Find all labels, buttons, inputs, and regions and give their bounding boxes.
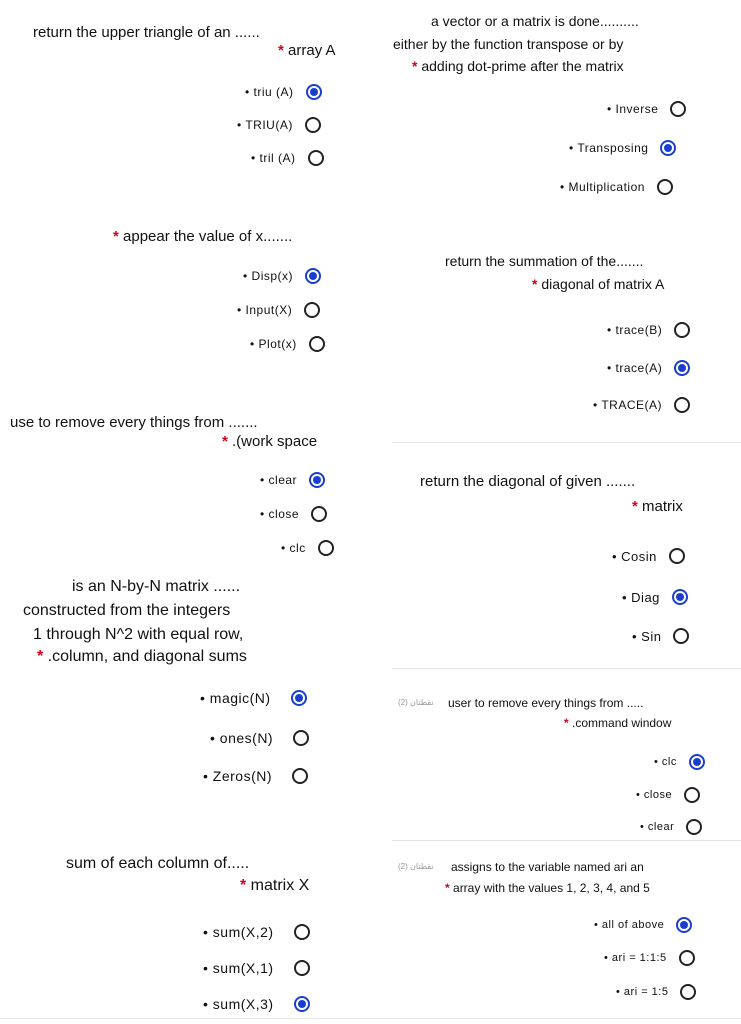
option-label: • sum(X,2) <box>203 924 274 940</box>
option-ari-1-1-5[interactable] <box>604 950 695 966</box>
radio-unselected[interactable] <box>657 179 673 195</box>
question-text-line: 1 through N^2 with equal row, <box>33 626 244 643</box>
radio-unselected[interactable] <box>670 101 686 117</box>
question-text-line: constructed from the integers <box>23 602 231 619</box>
option-label: • Diag <box>622 589 660 605</box>
radio-selected[interactable] <box>294 996 310 1012</box>
option-sum-x-2[interactable] <box>203 924 310 940</box>
divider <box>392 840 741 841</box>
radio-unselected[interactable] <box>673 628 689 644</box>
radio-selected[interactable] <box>660 140 676 156</box>
option-label: • Disp(x) <box>243 269 294 283</box>
required-asterisk: * <box>532 276 542 292</box>
option-multiplication[interactable] <box>560 179 673 195</box>
radio-selected[interactable] <box>309 472 325 488</box>
question-text-line: either by the function transpose or by <box>393 36 624 52</box>
option-label: • Cosin <box>612 548 657 564</box>
required-asterisk: * <box>412 58 422 74</box>
option-all-of-above[interactable] <box>594 917 692 933</box>
question-text-line: * adding dot-prime after the matrix <box>412 58 624 74</box>
radio-selected[interactable] <box>676 917 692 933</box>
required-asterisk: * <box>278 42 289 59</box>
option-clear[interactable] <box>640 819 702 835</box>
option-ari-1-5[interactable] <box>616 984 696 1000</box>
required-asterisk: * <box>564 716 573 730</box>
question-text-line: * array A <box>278 42 336 59</box>
option-cosin[interactable] <box>612 548 685 564</box>
radio-unselected[interactable] <box>686 819 702 835</box>
option-plot[interactable] <box>250 336 325 352</box>
option-inverse[interactable] <box>607 101 686 117</box>
option-ones[interactable] <box>210 730 309 746</box>
question-text: user to remove every things from ..... <box>448 696 644 710</box>
option-clc[interactable] <box>281 540 334 556</box>
option-label: • Input(X) <box>237 303 293 317</box>
radio-selected[interactable] <box>689 754 705 770</box>
required-asterisk: * <box>632 498 643 515</box>
divider <box>0 1018 741 1019</box>
radio-unselected[interactable] <box>669 548 685 564</box>
option-magic[interactable] <box>200 690 307 706</box>
option-transposing[interactable] <box>569 140 676 156</box>
radio-selected[interactable] <box>291 690 307 706</box>
option-sin[interactable] <box>632 628 689 644</box>
question-text: * appear the value of x....... <box>113 228 293 245</box>
question-text: sum of each column of..... <box>66 855 250 872</box>
radio-selected[interactable] <box>306 84 322 100</box>
option-label: • Plot(x) <box>250 337 297 351</box>
option-input[interactable] <box>237 302 320 318</box>
radio-unselected[interactable] <box>318 540 334 556</box>
radio-selected[interactable] <box>305 268 321 284</box>
radio-selected[interactable] <box>672 589 688 605</box>
option-label: • tril (A) <box>251 151 296 165</box>
radio-unselected[interactable] <box>309 336 325 352</box>
option-label: • Zeros(N) <box>203 768 273 784</box>
option-label: • ones(N) <box>210 730 274 746</box>
radio-unselected[interactable] <box>680 984 696 1000</box>
radio-unselected[interactable] <box>674 322 690 338</box>
option-label: • trace(B) <box>607 323 663 337</box>
question-text-line: * array with the values 1, 2, 3, 4, and 5 <box>445 881 650 895</box>
radio-unselected[interactable] <box>304 302 320 318</box>
option-zeros[interactable] <box>203 768 308 784</box>
divider <box>392 668 741 669</box>
option-close[interactable] <box>636 787 700 803</box>
option-disp[interactable] <box>243 268 321 284</box>
option-label: • Sin <box>632 628 662 644</box>
option-diag[interactable] <box>622 589 688 605</box>
radio-unselected[interactable] <box>293 730 309 746</box>
radio-unselected[interactable] <box>679 950 695 966</box>
option-label: • sum(X,1) <box>203 960 274 976</box>
option-label: • clc <box>654 756 677 768</box>
option-label: • TRIU(A) <box>237 118 293 132</box>
radio-unselected[interactable] <box>308 150 324 166</box>
option-triu[interactable] <box>245 84 322 100</box>
option-label: • all of above <box>594 919 665 931</box>
option-label: • Transposing <box>569 141 649 155</box>
radio-unselected[interactable] <box>674 397 690 413</box>
radio-unselected[interactable] <box>292 768 308 784</box>
radio-unselected[interactable] <box>294 924 310 940</box>
radio-unselected[interactable] <box>684 787 700 803</box>
question-text: use to remove every things from ....... <box>10 414 258 431</box>
question-text-line: * .(work space <box>222 433 318 450</box>
option-label: • sum(X,3) <box>203 996 274 1012</box>
question-text: is an N-by-N matrix ...... <box>72 578 241 595</box>
required-asterisk: * <box>37 648 48 665</box>
option-close[interactable] <box>260 506 327 522</box>
option-label: • Inverse <box>607 102 659 116</box>
question-text-line: * matrix X <box>240 877 310 894</box>
radio-unselected[interactable] <box>305 117 321 133</box>
option-label: • ari = 1:5 <box>616 986 669 998</box>
radio-unselected[interactable] <box>311 506 327 522</box>
question-text-line: * .column, and diagonal sums <box>37 648 247 665</box>
option-label: • TRACE(A) <box>593 398 662 412</box>
points-badge: (2) نقطتان <box>398 862 434 871</box>
option-label: • close <box>636 789 673 801</box>
radio-selected[interactable] <box>674 360 690 376</box>
option-label: • clc <box>281 541 306 555</box>
required-asterisk: * <box>445 881 454 895</box>
option-label: • clear <box>640 821 675 833</box>
option-trace-a[interactable] <box>607 360 690 376</box>
question-text: return the summation of the....... <box>445 253 644 269</box>
question-text-line: * diagonal of matrix A <box>532 276 665 292</box>
question-text: a vector or a matrix is done.......... <box>431 13 639 29</box>
question-text-line: * .command window <box>564 716 672 730</box>
option-TRIU[interactable] <box>237 117 321 133</box>
question-text: assigns to the variable named ari an <box>451 860 644 874</box>
option-clear[interactable] <box>260 472 325 488</box>
option-TRACE-a[interactable] <box>593 397 690 413</box>
option-label: • magic(N) <box>200 690 271 706</box>
option-label: • clear <box>260 473 298 487</box>
option-sum-x-1[interactable] <box>203 960 310 976</box>
question-text-line: * matrix <box>632 498 683 515</box>
required-asterisk: * <box>113 228 124 245</box>
option-label: • trace(A) <box>607 361 663 375</box>
option-label: • ari = 1:1:5 <box>604 952 667 964</box>
option-label: • Multiplication <box>560 180 645 194</box>
points-badge: (2) نقطتان <box>398 698 434 707</box>
option-tril[interactable] <box>251 150 324 166</box>
question-text: return the upper triangle of an ...... <box>33 24 260 41</box>
question-text: return the diagonal of given ....... <box>420 473 636 490</box>
required-asterisk: * <box>240 877 251 894</box>
option-label: • triu (A) <box>245 85 294 99</box>
option-label: • close <box>260 507 300 521</box>
radio-unselected[interactable] <box>294 960 310 976</box>
option-clc[interactable] <box>654 754 705 770</box>
required-asterisk: * <box>222 433 233 450</box>
option-trace-b[interactable] <box>607 322 690 338</box>
divider <box>392 442 741 443</box>
option-sum-x-3[interactable] <box>203 996 310 1012</box>
